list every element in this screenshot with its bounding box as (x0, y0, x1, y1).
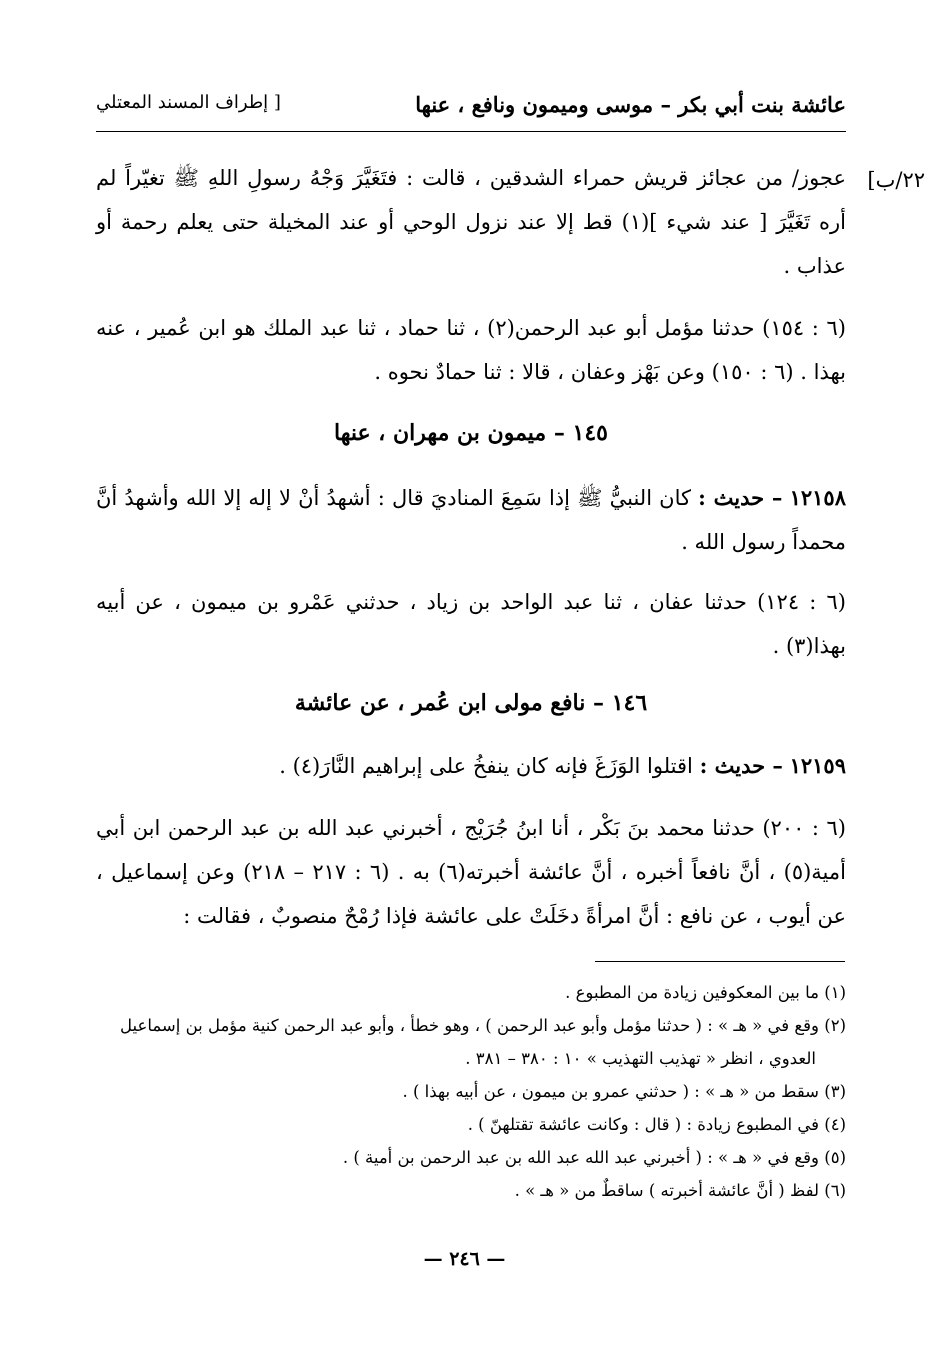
paragraph-continuation: عجوز/ من عجائز قريش حمراء الشدقين ، قالت : فتَغَيَّرَ وَجْهُ رسولِ اللهِ ﷺ تغيّراً لم أره تَغَيَّرَ [ عند شيء ](١) قط إلا عند نزول الوحي أو عند المخيلة حتى يعلم رحمة أو عذاب . (96, 166, 846, 278)
hadith-label: – حديث : (698, 485, 783, 510)
paragraph-continuation-source: (٦ : ١٥٤) حدثنا مؤمل أبو عبد الرحمن(٢) ، ثنا حماد ، ثنا عبد الملك هو ابن عُمير ، عنه بهذا . (٦ : ١٥٠) وعن بَهْز وعفان ، قالا : ثنا حمادٌ نحوه . (96, 316, 846, 384)
section-heading-145: ١٤٥ – ميمون بن مهران ، عنها (334, 420, 608, 446)
footnote-3: (٣) سقط من « هـ » : ( حدثني عمرو بن ميمون ، عن أبيه بهذا ) . (402, 1082, 846, 1101)
hadith-12159-source: (٦ : ٢٠٠) حدثنا محمد بنَ بَكْر ، أنا ابنُ جُرَيْج ، أخبرني عبد الله بن عبد الرحمن ابن أبي أمية(٥) ، أنَّ نافعاً أخبره ، أنَّ عائشة أخبرته(٦) به . (٦ : ٢١٧ – ٢١٨) وعن إسماعيل ، عن أيوب ، عن نافع : أنَّ امرأةً دخَلَتْ على عائشة فإذا رُمْحٌ منصوبٌ ، فقالت : (96, 816, 846, 928)
hadith-number: ١٢١٥٩ (789, 753, 846, 778)
page-number: — ٢٤٦ — (423, 1248, 506, 1270)
hadith-12158 (96, 476, 846, 564)
hadith-text: كان النبيُّ ﷺ إذا سَمِعَ المناديَ قال : أشهدُ أنْ لا إله إلا الله وأشهدُ أنَّ محمداً رسول الله . (96, 486, 846, 554)
footnote-divider (595, 961, 845, 962)
footnote-1: (١) ما بين المعكوفين زيادة من المطبوع . (565, 983, 846, 1002)
footnote-6: (٦) لفظ ( أنَّ عائشة أخبرته ) ساقطٌ من « هـ » . (514, 1181, 846, 1200)
section-heading-146: ١٤٦ – نافع مولى ابن عُمر ، عن عائشة (294, 690, 648, 716)
hadith-12158-source: (٦ : ١٢٤) حدثنا عفان ، ثنا عبد الواحد بن زياد ، حدثني عَمْرو بن ميمون ، عن أبيه بهذا(٣) . (96, 590, 846, 658)
running-title: عائشة بنت أبي بكر – موسى وميمون ونافع ، عنها (415, 92, 846, 117)
hadith-number: ١٢١٥٨ (789, 485, 846, 510)
footnote-4: (٤) في المطبوع زيادة : ( قال : وكانت عائشة تقتلهنّ ) . (467, 1115, 846, 1134)
footnotes (96, 976, 846, 1207)
book-title: [ إطراف المسند المعتلي (96, 92, 281, 113)
hadith-text: اقتلوا الوَزَغَ فإنه كان ينفخُ على إبراهيم النَّارَ(٤) . (279, 754, 693, 778)
manuscript-folio-marker: ٢٢/ب] (867, 168, 925, 192)
footnote-2: (٢) وقع في « هـ » : ( حدثنا مؤمل وأبو عبد الرحمن ) ، وهو خطأ ، وأبو عبد الرحمن كنية مؤمل بن إسماعيل (120, 1016, 846, 1035)
footnote-5: (٥) وقع في « هـ » : ( أخبرني عبد الله عبد الله بن عبد الرحمن بن أمية ) . (342, 1148, 846, 1167)
header-divider (96, 131, 846, 132)
hadith-label: – حديث : (699, 753, 783, 778)
hadith-12159 (96, 744, 846, 788)
running-header (96, 88, 846, 128)
footnote-2-continuation: العدوي ، انظر « تهذيب التهذيب » ١٠ : ٣٨٠ – ٣٨١ . (465, 1049, 816, 1068)
